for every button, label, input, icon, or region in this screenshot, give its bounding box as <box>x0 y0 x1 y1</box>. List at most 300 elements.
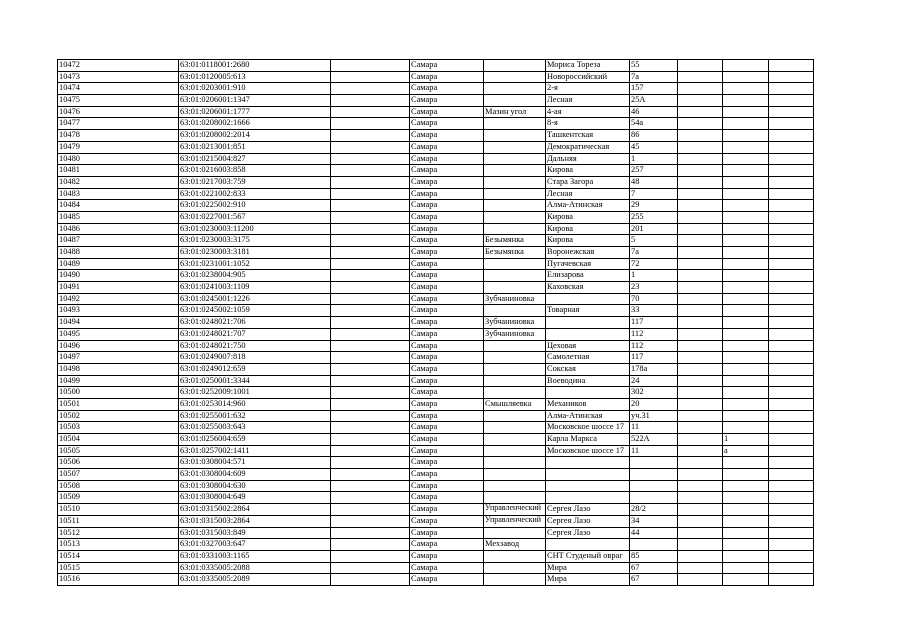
house-number-cell <box>630 492 678 504</box>
extra-cell-cell <box>769 258 814 270</box>
street-cell: Алма-Атинская <box>546 410 630 422</box>
letter-cell-cell <box>723 200 769 212</box>
building-cell-cell <box>678 106 723 118</box>
building-cell-cell <box>678 410 723 422</box>
extra-cell-cell <box>769 83 814 95</box>
blank-cell-cell <box>331 305 410 317</box>
building-cell-cell <box>678 258 723 270</box>
table-row <box>58 293 814 305</box>
record-number-cell: 10481 <box>58 165 179 177</box>
district-cell: Управленческий <box>484 515 546 527</box>
extra-cell-cell <box>769 550 814 562</box>
record-number-cell: 10509 <box>58 492 179 504</box>
extra-cell-cell <box>769 352 814 364</box>
extra-cell-cell <box>769 293 814 305</box>
building-cell-cell <box>678 153 723 165</box>
letter-cell-cell <box>723 375 769 387</box>
extra-cell-cell <box>769 328 814 340</box>
cadastral-number-cell: 63:01:0255003:643 <box>179 422 331 434</box>
extra-cell-cell <box>769 457 814 469</box>
cadastral-number-cell: 63:01:0120005:613 <box>179 71 331 83</box>
record-number-cell: 10489 <box>58 258 179 270</box>
cadastral-number-cell: 63:01:0249012:659 <box>179 363 331 375</box>
house-number-cell: 44 <box>630 527 678 539</box>
letter-cell-cell <box>723 492 769 504</box>
building-cell-cell <box>678 363 723 375</box>
blank-cell-cell <box>331 211 410 223</box>
registry-table <box>57 59 814 586</box>
letter-cell-cell <box>723 141 769 153</box>
district-cell: Мехзавод <box>484 539 546 551</box>
street-cell: Стара Загора <box>546 176 630 188</box>
record-number-cell: 10479 <box>58 141 179 153</box>
city-cell: Самара <box>410 258 484 270</box>
district-cell <box>484 305 546 317</box>
blank-cell-cell <box>331 200 410 212</box>
city-cell: Самара <box>410 317 484 329</box>
city-cell: Самара <box>410 492 484 504</box>
table-row <box>58 539 814 551</box>
letter-cell-cell <box>723 282 769 294</box>
cadastral-number-cell: 63:01:0331003:1165 <box>179 550 331 562</box>
district-cell <box>484 165 546 177</box>
cadastral-number-cell: 63:01:0315003:2864 <box>179 515 331 527</box>
street-cell: Пугачевская <box>546 258 630 270</box>
street-cell: Кирова <box>546 223 630 235</box>
record-number-cell: 10499 <box>58 375 179 387</box>
extra-cell-cell <box>769 539 814 551</box>
house-number-cell: 255 <box>630 211 678 223</box>
letter-cell-cell <box>723 176 769 188</box>
street-cell: Сокская <box>546 363 630 375</box>
street-cell <box>546 457 630 469</box>
blank-cell-cell <box>331 469 410 481</box>
building-cell-cell <box>678 211 723 223</box>
house-number-cell: 11 <box>630 445 678 457</box>
table-row <box>58 258 814 270</box>
house-number-cell: 29 <box>630 200 678 212</box>
extra-cell-cell <box>769 340 814 352</box>
table-row <box>58 153 814 165</box>
street-cell: Елизарова <box>546 270 630 282</box>
district-cell <box>484 434 546 446</box>
city-cell: Самара <box>410 95 484 107</box>
building-cell-cell <box>678 165 723 177</box>
table-row <box>58 83 814 95</box>
record-number-cell: 10507 <box>58 469 179 481</box>
table-row <box>58 352 814 364</box>
district-cell <box>484 176 546 188</box>
letter-cell-cell <box>723 480 769 492</box>
building-cell-cell <box>678 398 723 410</box>
street-cell: 2-я <box>546 83 630 95</box>
extra-cell-cell <box>769 317 814 329</box>
house-number-cell: 86 <box>630 130 678 142</box>
record-number-cell: 10474 <box>58 83 179 95</box>
letter-cell-cell <box>723 539 769 551</box>
table-row <box>58 328 814 340</box>
street-cell <box>546 328 630 340</box>
cadastral-number-cell: 63:01:0227001:567 <box>179 211 331 223</box>
letter-cell-cell <box>723 247 769 259</box>
blank-cell-cell <box>331 83 410 95</box>
extra-cell-cell <box>769 434 814 446</box>
record-number-cell: 10476 <box>58 106 179 118</box>
cadastral-number-cell: 63:01:0335005:2088 <box>179 562 331 574</box>
city-cell: Самара <box>410 188 484 200</box>
record-number-cell: 10492 <box>58 293 179 305</box>
house-number-cell: 257 <box>630 165 678 177</box>
house-number-cell: 70 <box>630 293 678 305</box>
cadastral-number-cell: 63:01:0315002:2864 <box>179 504 331 516</box>
letter-cell-cell <box>723 457 769 469</box>
building-cell-cell <box>678 352 723 364</box>
district-cell <box>484 574 546 586</box>
house-number-cell: 24 <box>630 375 678 387</box>
house-number-cell: 112 <box>630 340 678 352</box>
house-number-cell: 7а <box>630 71 678 83</box>
street-cell: Алма-Атинская <box>546 200 630 212</box>
city-cell: Самара <box>410 515 484 527</box>
blank-cell-cell <box>331 352 410 364</box>
table-row <box>58 211 814 223</box>
district-cell <box>484 457 546 469</box>
street-cell: Мориса Тореза <box>546 60 630 72</box>
city-cell: Самара <box>410 352 484 364</box>
letter-cell-cell <box>723 270 769 282</box>
table-row <box>58 141 814 153</box>
street-cell: Каховская <box>546 282 630 294</box>
blank-cell-cell <box>331 71 410 83</box>
record-number-cell: 10472 <box>58 60 179 72</box>
letter-cell-cell <box>723 422 769 434</box>
blank-cell-cell <box>331 328 410 340</box>
record-number-cell: 10483 <box>58 188 179 200</box>
city-cell: Самара <box>410 270 484 282</box>
blank-cell-cell <box>331 387 410 399</box>
street-cell: Ташкентская <box>546 130 630 142</box>
table-row <box>58 130 814 142</box>
extra-cell-cell <box>769 410 814 422</box>
extra-cell-cell <box>769 118 814 130</box>
table-row <box>58 457 814 469</box>
building-cell-cell <box>678 305 723 317</box>
district-cell <box>484 153 546 165</box>
building-cell-cell <box>678 340 723 352</box>
table-row <box>58 410 814 422</box>
blank-cell-cell <box>331 363 410 375</box>
city-cell: Самара <box>410 574 484 586</box>
street-cell <box>546 293 630 305</box>
city-cell: Самара <box>410 422 484 434</box>
extra-cell-cell <box>769 188 814 200</box>
city-cell: Самара <box>410 504 484 516</box>
record-number-cell: 10480 <box>58 153 179 165</box>
blank-cell-cell <box>331 106 410 118</box>
record-number-cell: 10512 <box>58 527 179 539</box>
cadastral-number-cell: 63:01:0206001:1777 <box>179 106 331 118</box>
record-number-cell: 10505 <box>58 445 179 457</box>
district-cell <box>484 200 546 212</box>
letter-cell-cell: а <box>723 445 769 457</box>
city-cell: Самара <box>410 118 484 130</box>
record-number-cell: 10500 <box>58 387 179 399</box>
record-number-cell: 10510 <box>58 504 179 516</box>
table-row <box>58 434 814 446</box>
table-row <box>58 340 814 352</box>
record-number-cell: 10514 <box>58 550 179 562</box>
extra-cell-cell <box>769 515 814 527</box>
blank-cell-cell <box>331 95 410 107</box>
cadastral-number-cell: 63:01:0308004:630 <box>179 480 331 492</box>
record-number-cell: 10485 <box>58 211 179 223</box>
city-cell: Самара <box>410 223 484 235</box>
blank-cell-cell <box>331 422 410 434</box>
street-cell: Московское шоссе 17 <box>546 422 630 434</box>
building-cell-cell <box>678 188 723 200</box>
district-cell <box>484 258 546 270</box>
house-number-cell: 178а <box>630 363 678 375</box>
street-cell: Дальняя <box>546 153 630 165</box>
record-number-cell: 10515 <box>58 562 179 574</box>
record-number-cell: 10478 <box>58 130 179 142</box>
record-number-cell: 10511 <box>58 515 179 527</box>
table-row <box>58 247 814 259</box>
extra-cell-cell <box>769 422 814 434</box>
table-row <box>58 223 814 235</box>
street-cell <box>546 492 630 504</box>
record-number-cell: 10498 <box>58 363 179 375</box>
street-cell: 8-я <box>546 118 630 130</box>
district-cell: Зубчаниновка <box>484 293 546 305</box>
street-cell: Новороссийский <box>546 71 630 83</box>
blank-cell-cell <box>331 550 410 562</box>
cadastral-number-cell: 63:01:0221002:833 <box>179 188 331 200</box>
district-cell <box>484 352 546 364</box>
house-number-cell <box>630 539 678 551</box>
blank-cell-cell <box>331 375 410 387</box>
extra-cell-cell <box>769 387 814 399</box>
street-cell: Кирова <box>546 211 630 223</box>
letter-cell-cell <box>723 165 769 177</box>
street-cell: Сергея Лазо <box>546 527 630 539</box>
city-cell: Самара <box>410 340 484 352</box>
city-cell: Самара <box>410 550 484 562</box>
extra-cell-cell <box>769 247 814 259</box>
table-row <box>58 480 814 492</box>
street-cell: СНТ Студеный овраг <box>546 550 630 562</box>
district-cell <box>484 375 546 387</box>
table-row <box>58 106 814 118</box>
building-cell-cell <box>678 71 723 83</box>
letter-cell-cell <box>723 398 769 410</box>
street-cell: Воеводина <box>546 375 630 387</box>
house-number-cell <box>630 469 678 481</box>
table-row <box>58 188 814 200</box>
house-number-cell: уч.31 <box>630 410 678 422</box>
city-cell: Самара <box>410 445 484 457</box>
letter-cell-cell <box>723 211 769 223</box>
table-row <box>58 445 814 457</box>
table-row <box>58 527 814 539</box>
letter-cell-cell <box>723 363 769 375</box>
letter-cell-cell <box>723 410 769 422</box>
cadastral-number-cell: 63:01:0217003:759 <box>179 176 331 188</box>
district-cell <box>484 562 546 574</box>
record-number-cell: 10501 <box>58 398 179 410</box>
cadastral-number-cell: 63:01:0257002:1411 <box>179 445 331 457</box>
building-cell-cell <box>678 492 723 504</box>
extra-cell-cell <box>769 574 814 586</box>
extra-cell-cell <box>769 562 814 574</box>
letter-cell-cell <box>723 340 769 352</box>
extra-cell-cell <box>769 504 814 516</box>
record-number-cell: 10508 <box>58 480 179 492</box>
district-cell <box>484 71 546 83</box>
building-cell-cell <box>678 176 723 188</box>
cadastral-number-cell: 63:01:0216003:858 <box>179 165 331 177</box>
table-row <box>58 200 814 212</box>
district-cell <box>484 270 546 282</box>
letter-cell-cell <box>723 352 769 364</box>
house-number-cell: 34 <box>630 515 678 527</box>
city-cell: Самара <box>410 293 484 305</box>
cadastral-number-cell: 63:01:0203001:910 <box>179 83 331 95</box>
district-cell <box>484 130 546 142</box>
district-cell <box>484 340 546 352</box>
building-cell-cell <box>678 457 723 469</box>
street-cell <box>546 317 630 329</box>
blank-cell-cell <box>331 504 410 516</box>
house-number-cell: 117 <box>630 317 678 329</box>
street-cell: Карла Маркса <box>546 434 630 446</box>
table-row <box>58 95 814 107</box>
district-cell: Зубчаниновка <box>484 328 546 340</box>
house-number-cell: 45 <box>630 141 678 153</box>
extra-cell-cell <box>769 165 814 177</box>
house-number-cell: 20 <box>630 398 678 410</box>
table-row <box>58 165 814 177</box>
building-cell-cell <box>678 223 723 235</box>
building-cell-cell <box>678 504 723 516</box>
letter-cell-cell <box>723 188 769 200</box>
building-cell-cell <box>678 387 723 399</box>
cadastral-number-cell: 63:01:0248021:707 <box>179 328 331 340</box>
building-cell-cell <box>678 574 723 586</box>
extra-cell-cell <box>769 211 814 223</box>
table-row <box>58 118 814 130</box>
district-cell <box>484 141 546 153</box>
cadastral-number-cell: 63:01:0208002:1666 <box>179 118 331 130</box>
letter-cell-cell <box>723 328 769 340</box>
house-number-cell: 5 <box>630 235 678 247</box>
record-number-cell: 10488 <box>58 247 179 259</box>
house-number-cell: 522А <box>630 434 678 446</box>
city-cell: Самара <box>410 176 484 188</box>
building-cell-cell <box>678 434 723 446</box>
building-cell-cell <box>678 282 723 294</box>
cadastral-number-cell: 63:01:0248021:706 <box>179 317 331 329</box>
district-cell <box>484 422 546 434</box>
building-cell-cell <box>678 539 723 551</box>
city-cell: Самара <box>410 305 484 317</box>
city-cell: Самара <box>410 247 484 259</box>
house-number-cell: 33 <box>630 305 678 317</box>
table-row <box>58 492 814 504</box>
building-cell-cell <box>678 235 723 247</box>
street-cell: Самолетная <box>546 352 630 364</box>
record-number-cell: 10495 <box>58 328 179 340</box>
blank-cell-cell <box>331 527 410 539</box>
house-number-cell: 7а <box>630 247 678 259</box>
extra-cell-cell <box>769 375 814 387</box>
building-cell-cell <box>678 469 723 481</box>
extra-cell-cell <box>769 153 814 165</box>
extra-cell-cell <box>769 445 814 457</box>
table-row <box>58 504 814 516</box>
cadastral-number-cell: 63:01:0252009:1001 <box>179 387 331 399</box>
extra-cell-cell <box>769 282 814 294</box>
district-cell <box>484 387 546 399</box>
house-number-cell: 201 <box>630 223 678 235</box>
table-row <box>58 282 814 294</box>
city-cell: Самара <box>410 282 484 294</box>
table-row <box>58 176 814 188</box>
city-cell: Самара <box>410 375 484 387</box>
city-cell: Самара <box>410 328 484 340</box>
cadastral-number-cell: 63:01:0253014:960 <box>179 398 331 410</box>
table-row <box>58 60 814 72</box>
table-row <box>58 574 814 586</box>
cadastral-number-cell: 63:01:0245001:1226 <box>179 293 331 305</box>
table-row <box>58 387 814 399</box>
district-cell: Безымянка <box>484 247 546 259</box>
letter-cell-cell <box>723 293 769 305</box>
table-row <box>58 270 814 282</box>
building-cell-cell <box>678 95 723 107</box>
district-cell <box>484 527 546 539</box>
building-cell-cell <box>678 328 723 340</box>
extra-cell-cell <box>769 469 814 481</box>
house-number-cell: 72 <box>630 258 678 270</box>
building-cell-cell <box>678 270 723 282</box>
record-number-cell: 10486 <box>58 223 179 235</box>
record-number-cell: 10491 <box>58 282 179 294</box>
house-number-cell: 157 <box>630 83 678 95</box>
extra-cell-cell <box>769 270 814 282</box>
house-number-cell: 28/2 <box>630 504 678 516</box>
city-cell: Самара <box>410 141 484 153</box>
city-cell: Самара <box>410 469 484 481</box>
house-number-cell: 7 <box>630 188 678 200</box>
district-cell <box>484 60 546 72</box>
extra-cell-cell <box>769 60 814 72</box>
blank-cell-cell <box>331 574 410 586</box>
letter-cell-cell <box>723 387 769 399</box>
city-cell: Самара <box>410 211 484 223</box>
extra-cell-cell <box>769 176 814 188</box>
blank-cell-cell <box>331 153 410 165</box>
cadastral-number-cell: 63:01:0315003:849 <box>179 527 331 539</box>
district-cell: Управленческий <box>484 504 546 516</box>
city-cell: Самара <box>410 410 484 422</box>
letter-cell-cell <box>723 118 769 130</box>
street-cell: Сергея Лазо <box>546 504 630 516</box>
city-cell: Самара <box>410 60 484 72</box>
house-number-cell: 48 <box>630 176 678 188</box>
house-number-cell: 117 <box>630 352 678 364</box>
cadastral-number-cell: 63:01:0248021:750 <box>179 340 331 352</box>
